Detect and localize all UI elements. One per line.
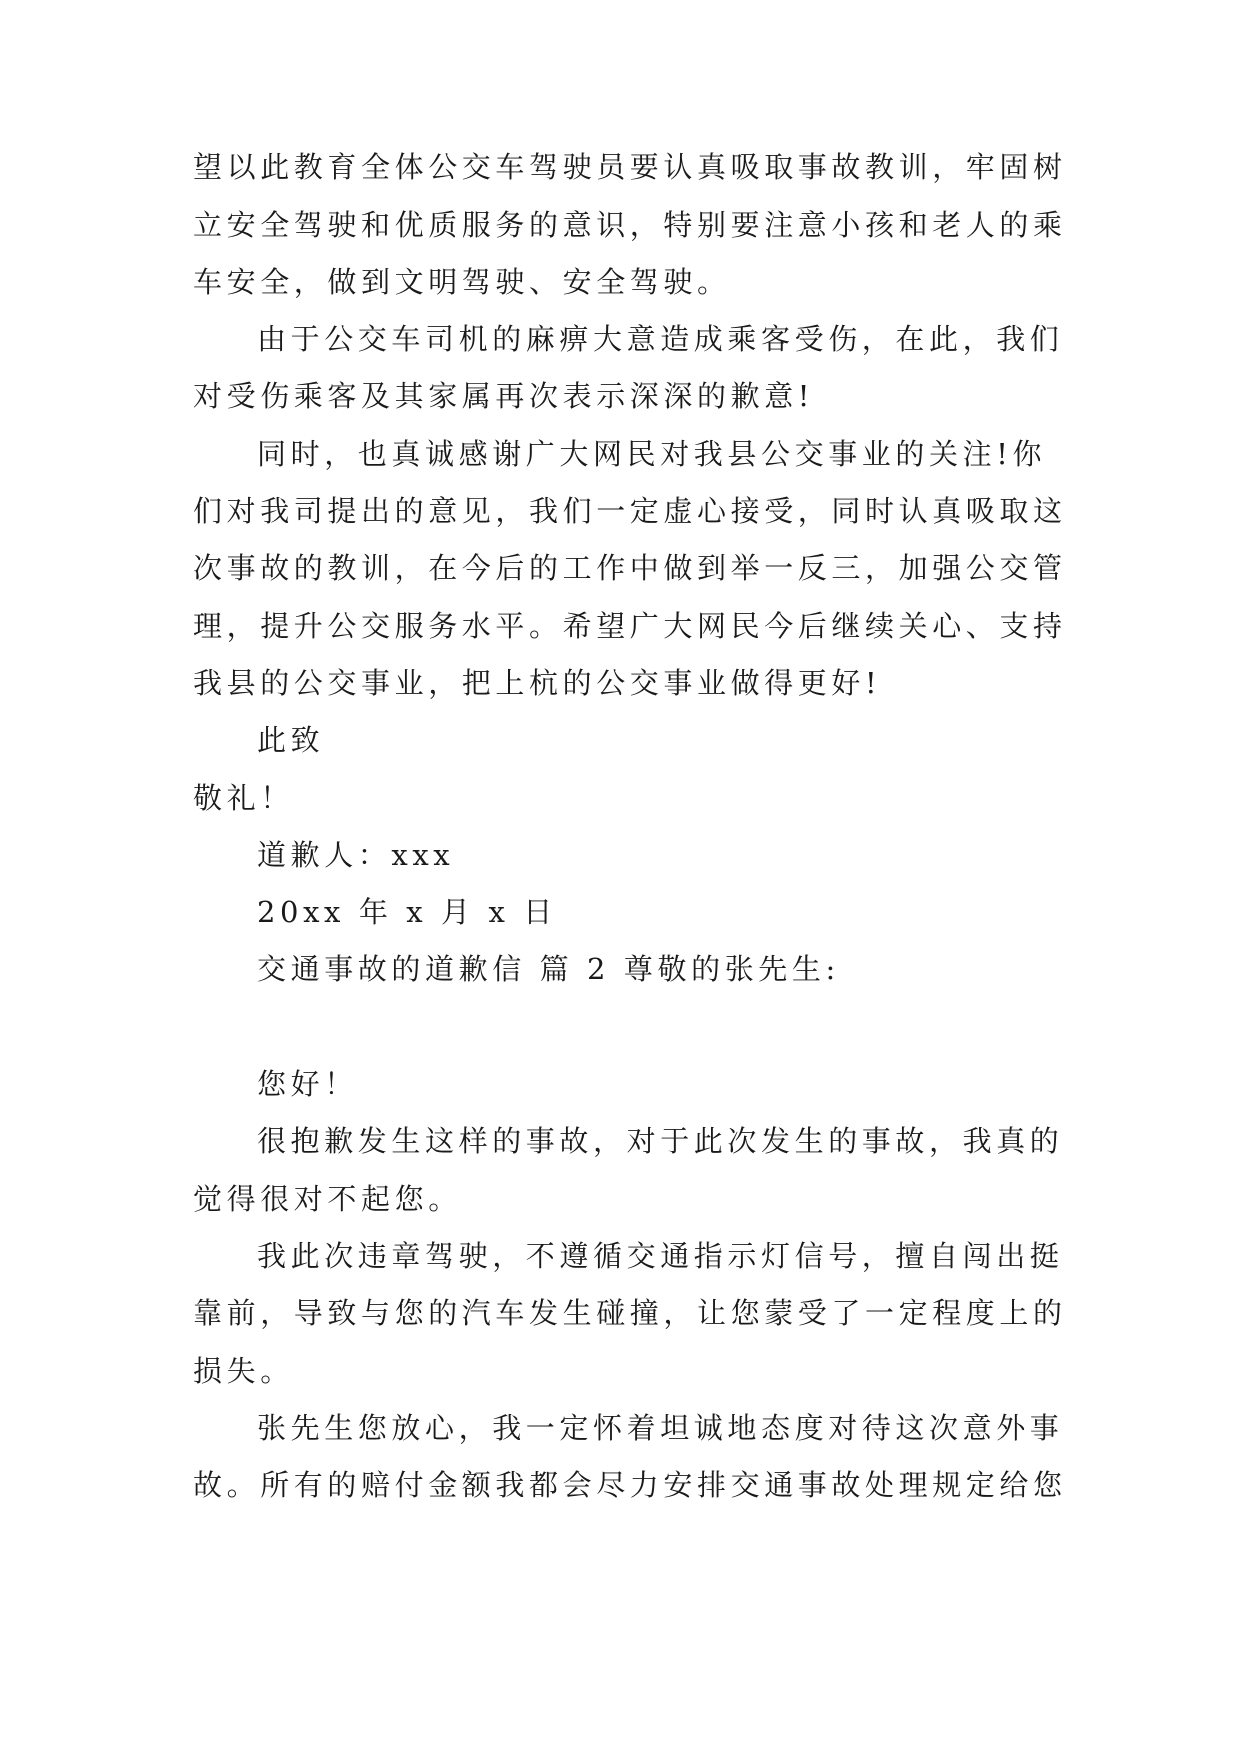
text-line: 觉得很对不起您。 (193, 1182, 462, 1216)
text-line: 靠前，导致与您的汽车发生碰撞，让您蒙受了一定程度上的 (193, 1296, 1067, 1330)
text-line: 损失。 (193, 1354, 294, 1388)
text-line: 车安全，做到文明驾驶、安全驾驶。 (193, 265, 731, 299)
signature-date: 20xx 年 x 月 x 日 (257, 895, 557, 929)
text-line: 由于公交车司机的麻痹大意造成乘客受伤，在此，我们 (257, 322, 1064, 356)
text-line: 对受伤乘客及其家属再次表示深深的歉意! (193, 379, 815, 413)
text-line: 们对我司提出的意见，我们一定虚心接受，同时认真吸取这 (193, 494, 1067, 528)
text-line: 同时，也真诚感谢广大网民对我县公交事业的关注!你 (257, 437, 1047, 471)
text-line: 故。所有的赔付金额我都会尽力安排交通事故处理规定给您 (193, 1468, 1067, 1502)
text-line: 次事故的教训，在今后的工作中做到举一反三，加强公交管 (193, 551, 1067, 585)
text-line: 很抱歉发生这样的事故，对于此次发生的事故，我真的 (257, 1124, 1064, 1158)
signature-name: 道歉人：xxx (257, 838, 455, 872)
text-line: 我此次违章驾驶，不遵循交通指示灯信号，擅自闯出挺 (257, 1239, 1064, 1273)
text-line: 立安全驾驶和优质服务的意识，特别要注意小孩和老人的乘 (193, 208, 1067, 242)
greeting: 您好！ (257, 1067, 358, 1101)
closing-phrase: 此致 (257, 723, 325, 757)
text-line: 张先生您放心，我一定怀着坦诚地态度对待这次意外事 (257, 1411, 1064, 1445)
text-line: 我县的公交事业，把上杭的公交事业做得更好! (193, 666, 882, 700)
salutation: 敬礼！ (193, 781, 294, 815)
section-heading: 交通事故的道歉信 篇 2 尊敬的张先生: (257, 952, 840, 986)
text-line: 望以此教育全体公交车驾驶员要认真吸取事故教训，牢固树 (193, 150, 1067, 184)
text-line: 理，提升公交服务水平。希望广大网民今后继续关心、支持 (193, 609, 1067, 643)
